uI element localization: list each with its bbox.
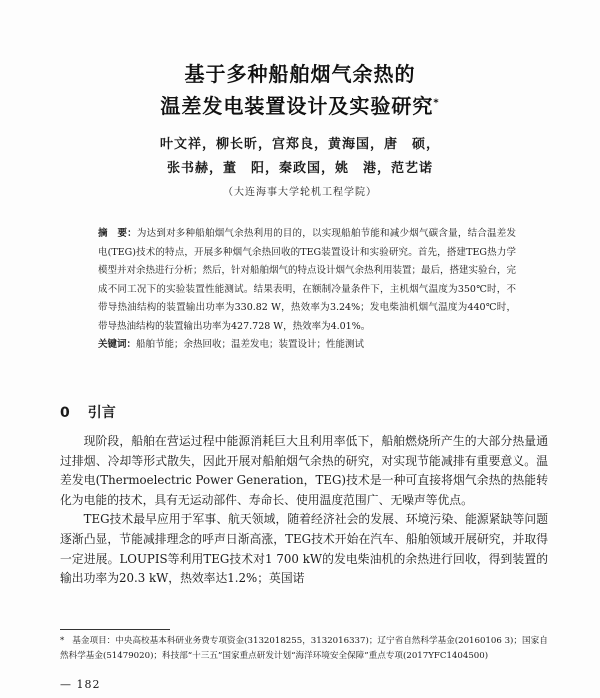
author-list-line2: 张书赫，董 阳，秦政国，姚 港，范艺诺 — [166, 161, 433, 176]
footnote-text: 基金项目：中央高校基本科研业务费专项资金(3132018255，3132016337)；辽宁省自然科学基金(20160106 3)；国家自然科学基金(51479020)；科技部“十三五”国家重点研发计划“海洋环境安全保障”重点专项(2017YFC1404500) — [60, 636, 548, 661]
section-heading — [60, 402, 116, 422]
title-footnote-mark: * — [433, 97, 440, 109]
paper-title-line2 — [0, 90, 600, 119]
body-paragraph-1: 现阶段，船舶在营运过程中能源消耗巨大且利用率低下，船舶燃烧所产生的大部分热量通过排烟、冷却等形式散失，因此开展对船舶烟气余热的研究，对实现节能减排有重要意义。温差发电(Thermoelectric Power Generation，TEG)技术是一种可直接将烟气余热的热能转化为电能的技术，具有无运动部件、寿命长、使用温度范围广、无噪声等优点。 — [60, 434, 548, 507]
title-text-1: 基于多种船舶烟气余热的 — [184, 62, 416, 86]
keywords-line — [98, 336, 516, 355]
footnote-divider — [60, 629, 170, 630]
body-text — [60, 432, 548, 589]
keywords-label: 关键词： — [98, 339, 137, 350]
footnote — [60, 634, 548, 664]
abstract-text: 为达到对多种船舶烟气余热利用的目的，以实现船舶节能和减少烟气碳含量，结合温差发电(TEG)技术的特点，开展多种烟气余热回收的TEG装置设计和实验研究。首先，搭建TEG热力学模型并对余热进行分析；然后，针对船舶烟气的特点设计烟气余热利用装置；最后，搭建实验台，完成不同工况下的实验装置性能测试。结果表明，在额制冷量条件下，主机烟气温度为350℃时，不带导热油结构的装置输出功率为330.82 W，热效率为3.24%；发电柴油机烟气温度为440℃时，带导热油结构的装置输出功率为427.728 W，热效率为4.01%。 — [98, 228, 517, 332]
author-list-line1: 叶文祥，柳长昕，宫郑良，黄海国，唐 硕， — [159, 137, 440, 152]
title-text-2: 温差发电装置设计及实验研究 — [160, 94, 434, 118]
page-number: — 182 — [60, 678, 101, 691]
abstract-label: 摘 要： — [98, 228, 137, 239]
section-number: 0 — [60, 405, 70, 421]
keywords-text: 船舶节能；余热回收；温差发电；装置设计；性能测试 — [136, 339, 365, 350]
paper-title-line1 — [0, 58, 600, 87]
body-paragraph-2: TEG技术最早应用于军事、航天领域，随着经济社会的发展、环境污染、能源紧缺等问题逐渐凸显，节能减排理念的呼声日渐高涨，TEG技术开始在汽车、船舶领域开展研究，并取得一定进展。LOUPIS等利用TEG技术对1 700 kW的发电柴油机的余热进行回收，得到装置的输出功率为20.3 kW，热效率达1.2%；英国诺 — [60, 512, 548, 586]
abstract-paragraph — [98, 225, 516, 336]
affiliation: （大连海事大学轮机工程学院） — [223, 187, 377, 198]
footnote-mark: * — [60, 636, 65, 646]
abstract-block — [98, 225, 516, 355]
section-title: 引言 — [87, 405, 116, 421]
